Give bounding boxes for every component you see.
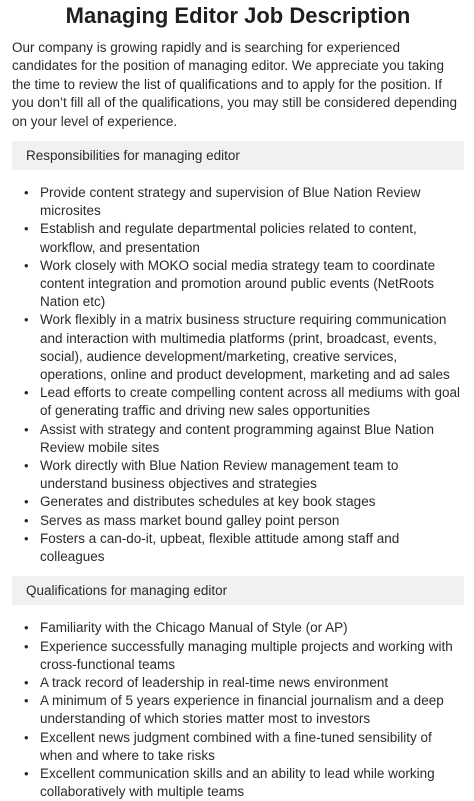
responsibility-item-text: Generates and distributes schedules at key book stages	[40, 494, 376, 510]
qualification-item-text: Experience successfully managing multiple projects and working with cross-functional teams	[40, 638, 453, 672]
bullet-icon: •	[24, 638, 29, 654]
responsibility-item-text: Lead efforts to create compelling content across all mediums with goal of generating traffic and driving new sales opportunities	[40, 385, 460, 419]
responsibilities-list	[12, 184, 464, 566]
qualification-item-text: Excellent news judgment combined with a fine-tuned sensibility of when and where to take risks	[40, 729, 432, 763]
responsibility-item-text: Assist with strategy and content programming against Blue Nation Review mobile sites	[40, 421, 434, 455]
bullet-icon: •	[24, 729, 29, 745]
responsibility-item-text: Provide content strategy and supervision of Blue Nation Review microsites	[40, 185, 421, 219]
qualification-item	[24, 638, 464, 674]
responsibility-item-text: Work closely with MOKO social media strategy team to coordinate content integration and promotion around public events (NetRoots Nation etc)	[40, 257, 436, 310]
page-title: Managing Editor Job Description	[65, 3, 411, 28]
responsibility-item	[24, 311, 464, 384]
responsibility-item-text: Work directly with Blue Nation Review management team to understand business objectives and strategies	[40, 458, 399, 492]
qualification-item-text: Excellent communication skills and an ability to lead while working collaboratively with multiple teams	[40, 765, 435, 800]
responsibility-item-text: Establish and regulate departmental policies related to content, workflow, and presentation	[40, 221, 417, 255]
qualification-item	[24, 692, 464, 728]
responsibility-item	[24, 220, 464, 256]
qualification-item	[24, 674, 464, 692]
qualification-item	[24, 765, 464, 801]
bullet-icon: •	[24, 421, 29, 437]
responsibility-item	[24, 530, 464, 566]
bullet-icon: •	[24, 458, 29, 474]
qualification-item	[24, 729, 464, 765]
intro-paragraph: Our company is growing rapidly and is searching for experienced candidates for the position of managing editor. We appreciate you taking the time to review the list of qualifications and to apply for the position. If you don’t fill all of the qualifications, you may still be considered depending on your level of experience.	[12, 40, 458, 129]
responsibility-item	[24, 384, 464, 420]
bullet-icon: •	[24, 530, 29, 546]
responsibility-item	[24, 184, 464, 220]
qualification-item	[24, 619, 464, 637]
qualification-item-text: A track record of leadership in real-time news environment	[40, 674, 389, 690]
responsibilities-header: Responsibilities for managing editor	[12, 141, 464, 170]
responsibility-item	[24, 512, 464, 530]
responsibility-item	[24, 493, 464, 511]
qualifications-list	[12, 619, 464, 801]
bullet-icon: •	[24, 257, 29, 273]
responsibility-item	[24, 457, 464, 493]
bullet-icon: •	[24, 765, 29, 781]
responsibility-item	[24, 257, 464, 312]
bullet-icon: •	[24, 512, 29, 528]
responsibility-item-text: Fosters a can-do-it, upbeat, flexible attitude among staff and colleagues	[40, 530, 400, 565]
bullet-icon: •	[24, 674, 29, 690]
bullet-icon: •	[24, 221, 29, 237]
qualification-item-text: Familiarity with the Chicago Manual of Style (or AP)	[40, 620, 348, 636]
bullet-icon: •	[24, 185, 29, 201]
responsibility-item	[24, 421, 464, 457]
bullet-icon: •	[24, 620, 29, 636]
bullet-icon: •	[24, 494, 29, 510]
bullet-icon: •	[24, 693, 29, 709]
qualification-item-text: A minimum of 5 years experience in financial journalism and a deep understanding of which stories matter most to investors	[40, 693, 444, 727]
bullet-icon: •	[24, 312, 29, 328]
bullet-icon: •	[24, 385, 29, 401]
responsibility-item-text: Work flexibly in a matrix business structure requiring communication and interaction with multimedia platforms (print, broadcast, events, social), audience development/marketing, creative services, operations, online and product development, marketing and ad sales	[40, 312, 450, 383]
responsibility-item-text: Serves as mass market bound galley point person	[40, 512, 340, 528]
qualifications-header: Qualifications for managing editor	[12, 576, 464, 605]
